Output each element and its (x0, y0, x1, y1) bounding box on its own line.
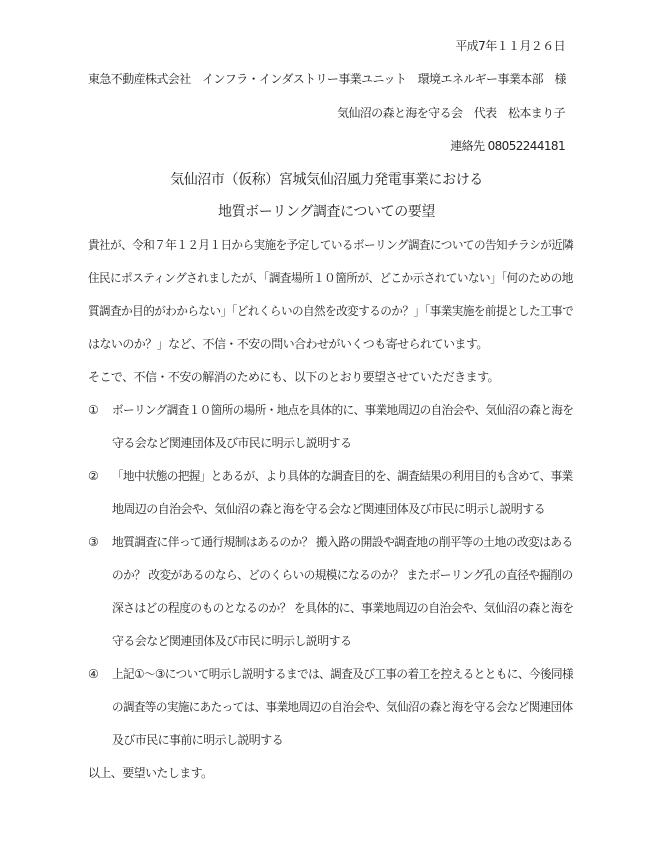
request-line: 上記①～③について明示し説明するまでは、調査及び工事の着工を控えるとともに、今後同様 (112, 667, 574, 681)
intro-line: 住民にポスティングされましたが、「調査場所１０箇所が、どこか示されていない」「何のための地 (88, 271, 573, 285)
intro-line: 貴社が、令和７年１２月１日から実施を予定しているボーリング調査についての告知チラシが近隣 (88, 238, 574, 252)
request-line: のか？ 改変があるのなら、どのくらいの規模になるのか？ またボーリング孔の直径や掘削の (112, 568, 573, 582)
request-line: の調査等の実施にあたっては、事業地周辺の自治会や、気仙沼の森と海を守る会など関連団体 (112, 700, 573, 714)
request-line: 地質調査に伴って通行規制はあるのか？ 搬入路の開設や調査地の削平等の土地の改変はある (112, 535, 573, 549)
sender: 気仙沼の森と海を守る会 代表 松本まり子 (336, 106, 565, 120)
title-line-1: 気仙沼市（仮称）宮城気仙沼風力発電事業における (170, 172, 483, 188)
addressee: 東急不動産株式会社 インフラ・インダストリー事業ユニット 環境エネルギー事業本部 様 (88, 72, 566, 86)
request-number: ④ (88, 667, 99, 681)
request-line: ボーリング調査１０箇所の場所・地点を具体的に、事業地周辺の自治会や、気仙沼の森と海を (112, 403, 574, 417)
request-number: ① (88, 403, 99, 417)
request-line: 守る会など関連団体及び市民に明示し説明する (112, 634, 352, 648)
letter-date: 平成7年１１月２６日 (455, 39, 565, 53)
request-line: 深さはどの程度のものとなるのか？ を具体的に、事業地周辺の自治会や、気仙沼の森と海を (112, 601, 574, 615)
contact-info: 連絡先 08052244181 (450, 139, 565, 153)
request-number: ③ (88, 535, 99, 549)
intro-line: 質調査か目的がわからない」「どれくらいの自然を改変するのか？」「事業実施を前提とした工事で (88, 304, 574, 318)
request-line: 及び市民に事前に明示し説明する (112, 733, 284, 747)
request-line: 「地中状態の把握」とあるが、より具体的な調査目的を、調査結果の利用目的も含めて、事業 (112, 469, 573, 483)
intro-line: はないのか？」など、不信・不安の問い合わせがいくつも寄せられています。 (88, 337, 488, 351)
request-line: 地周辺の自治会や、気仙沼の森と海を守る会など関連団体及び市民に明示し説明する (112, 502, 545, 516)
intro-line: そこで、不信・不安の解消のためにも、以下のとおり要望させていただきます。 (88, 370, 500, 384)
title-line-2: 地質ボーリング調査についての要望 (217, 204, 436, 220)
closing-text: 以上、要望いたします。 (88, 766, 213, 780)
request-line: 守る会など関連団体及び市民に明示し説明する (112, 436, 352, 450)
request-number: ② (88, 469, 99, 483)
